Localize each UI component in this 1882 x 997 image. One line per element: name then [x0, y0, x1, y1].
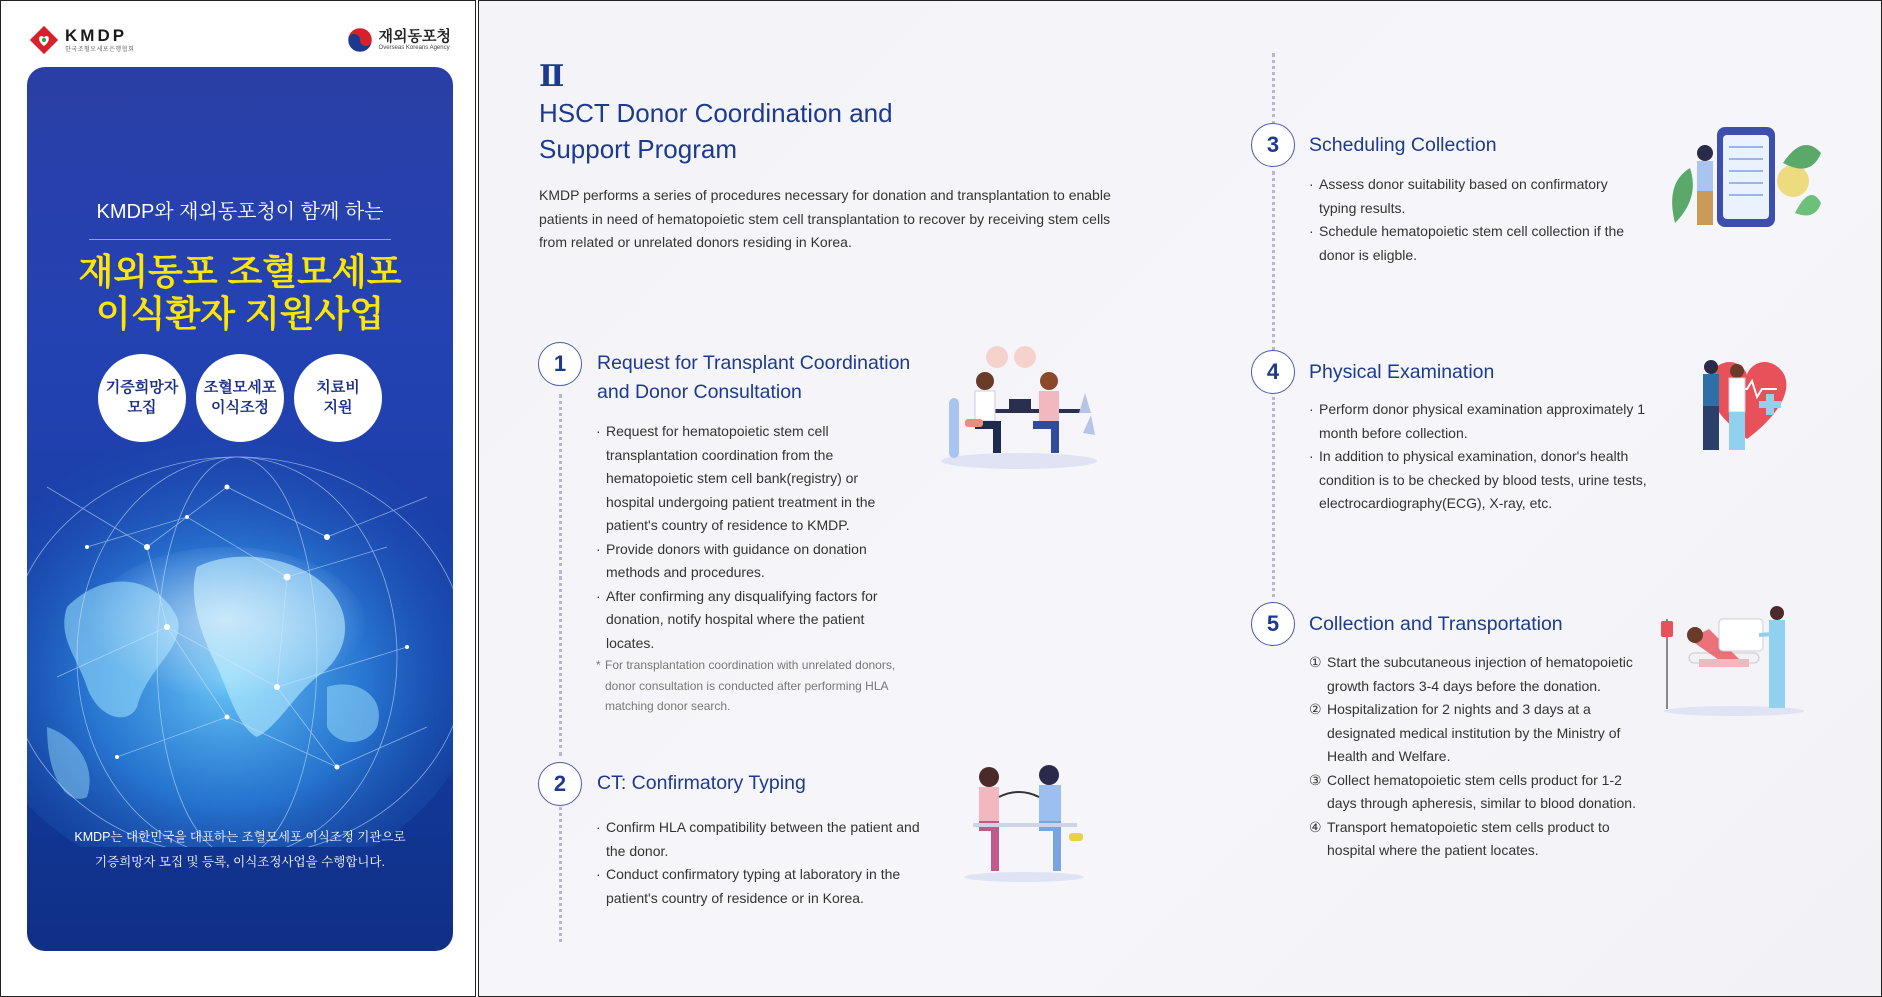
world-globe-image	[27, 427, 453, 847]
circle-label: 모집	[127, 399, 157, 416]
service-circles	[27, 354, 453, 442]
timeline-connector	[559, 576, 562, 756]
list-item	[1309, 698, 1639, 769]
list-item: · Request for hematopoietic stem cell transplantation coordination from the hematopoietic stem cell bank(registry) or hospital undergoing patient treatment in the patient's country of residence to KMDP.	[596, 420, 886, 538]
item-text: Start the subcutaneous injection of hematopoietic growth factors 3-4 days before the donation.	[1327, 654, 1633, 694]
note-text: For transplantation coordination with unrelated donors, donor consultation is conducted after performing HLA matching donor search.	[605, 658, 896, 713]
circle-donor-recruit	[98, 354, 186, 442]
kmdp-logo-name: KMDP	[65, 25, 128, 45]
step-1-list	[596, 420, 886, 655]
timeline-connector	[1272, 171, 1275, 351]
kmdp-logo	[29, 25, 134, 55]
oka-logo-name: 재외동포청	[378, 28, 451, 45]
cover-footer-line1: KMDP는 대한민국을 대표하는 조혈모세포 이식조정 기관으로	[74, 830, 406, 844]
cover-card	[27, 67, 453, 951]
item-text: Hospitalization for 2 nights and 3 days at a designated medical institution by the Ministry of Health and Welfare.	[1327, 701, 1621, 764]
list-item: · In addition to physical examination, donor's health condition is to be checked by blood tests, urine tests, electrocardiography(ECG), X-ray, etc.	[1309, 445, 1659, 516]
circle-label: 기증희망자	[105, 379, 179, 396]
step-5-list	[1309, 651, 1639, 863]
step-2-list	[596, 816, 936, 910]
taegeuk-icon	[347, 27, 373, 53]
consultation-illustration	[939, 343, 1099, 471]
step-4-number: 4	[1251, 350, 1295, 394]
cover-title-line2: 이식환자 지원사업	[95, 293, 385, 334]
timeline-connector	[559, 807, 562, 942]
list-item	[1309, 816, 1639, 863]
cover-panel	[0, 0, 476, 997]
circle-label: 지원	[323, 399, 353, 416]
timeline-connector	[1272, 397, 1275, 597]
kmdp-logo-sub: 한국조혈모세포은행협회	[65, 46, 135, 53]
item-number: ②	[1309, 701, 1322, 717]
step-1-number: 1	[538, 342, 582, 386]
list-item: · Conduct confirmatory typing at laboratory in the patient's country of residence or in Korea.	[596, 863, 936, 910]
step-4-title	[1309, 358, 1669, 387]
scheduling-illustration	[1665, 123, 1825, 233]
step-3-list	[1309, 173, 1639, 267]
section-intro: KMDP performs a series of procedures necessary for donation and transplantation to enable patients in need of hematopoietic stem cell transplantation to recover by receiving stem cells from related or unrelated donors residing in Korea.	[539, 187, 1111, 250]
list-item	[1309, 651, 1639, 698]
cover-footer-text	[27, 825, 453, 875]
list-item: · Assess donor suitability based on confirmatory typing results.	[1309, 173, 1639, 220]
collection-illustration	[1659, 599, 1809, 717]
section-title-line1: HSCT Donor Coordination and	[539, 98, 893, 128]
step-title-line: Scheduling Collection	[1309, 134, 1497, 156]
list-item: · Schedule hematopoietic stem cell collection if the donor is eligble.	[1309, 220, 1639, 267]
circle-label: 이식조정	[211, 399, 269, 416]
section-title-line2: Support Program	[539, 134, 737, 164]
program-page	[478, 0, 1882, 997]
circle-treatment-support	[294, 354, 382, 442]
kmdp-heart-icon	[29, 25, 59, 55]
circle-label: 조혈모세포	[203, 379, 277, 396]
step-5-title	[1309, 610, 1669, 639]
item-number: ③	[1309, 771, 1322, 788]
cover-title	[27, 251, 453, 335]
blood-pressure-illustration	[959, 757, 1089, 883]
list-item: · After confirming any disqualifying factors for donation, notify hospital where the patient locates.	[596, 585, 886, 656]
list-item: · Perform donor physical examination approximately 1 month before collection.	[1309, 398, 1659, 445]
step-2-title	[597, 769, 957, 798]
circle-label: 치료비	[316, 379, 360, 396]
physical-exam-illustration	[1697, 349, 1797, 459]
list-item	[1309, 769, 1639, 816]
step-3-number: 3	[1251, 123, 1295, 167]
step-1-note	[596, 655, 925, 717]
item-number: ④	[1309, 818, 1322, 835]
step-3-title	[1309, 131, 1669, 160]
list-item: · Provide donors with guidance on donation methods and procedures.	[596, 538, 886, 585]
item-text: Transport hematopoietic stem cells product to hospital where the patient locates.	[1327, 818, 1610, 858]
step-title-line: Collection and Transportation	[1309, 613, 1563, 635]
oka-logo-sub: Overseas Koreans Agency	[378, 45, 450, 51]
step-1-title	[597, 349, 957, 407]
step-title-line: Physical Examination	[1309, 361, 1495, 383]
step-title-line: Request for Transplant Coordination	[597, 352, 911, 374]
step-4-list	[1309, 398, 1659, 516]
step-title-line: CT: Confirmatory Typing	[597, 772, 806, 794]
step-title-line: and Donor Consultation	[597, 381, 802, 403]
cover-divider	[89, 239, 391, 240]
list-item: · Confirm HLA compatibility between the patient and the donor.	[596, 816, 936, 863]
asterisk-mark: *	[596, 658, 601, 672]
circle-transplant-coordination	[196, 354, 284, 442]
item-text: Collect hematopoietic stem cells product for 1-2 days through apheresis, similar to blood donation.	[1327, 771, 1636, 811]
cover-subtitle: KMDP와 재외동포청이 함께 하는	[96, 201, 384, 223]
step-2-number: 2	[538, 762, 582, 806]
cover-footer-line2: 기증희망자 모집 및 등록, 이식조정사업을 수행합니다.	[95, 855, 385, 869]
step-5-number: 5	[1251, 602, 1295, 646]
timeline-connector	[559, 394, 562, 574]
item-number: ①	[1309, 654, 1322, 670]
cover-title-line1: 재외동포 조혈모세포	[78, 251, 402, 292]
timeline-connector	[1272, 53, 1275, 125]
oka-logo	[347, 27, 451, 53]
section-title	[539, 95, 959, 167]
section-number: Ⅱ	[539, 59, 565, 94]
